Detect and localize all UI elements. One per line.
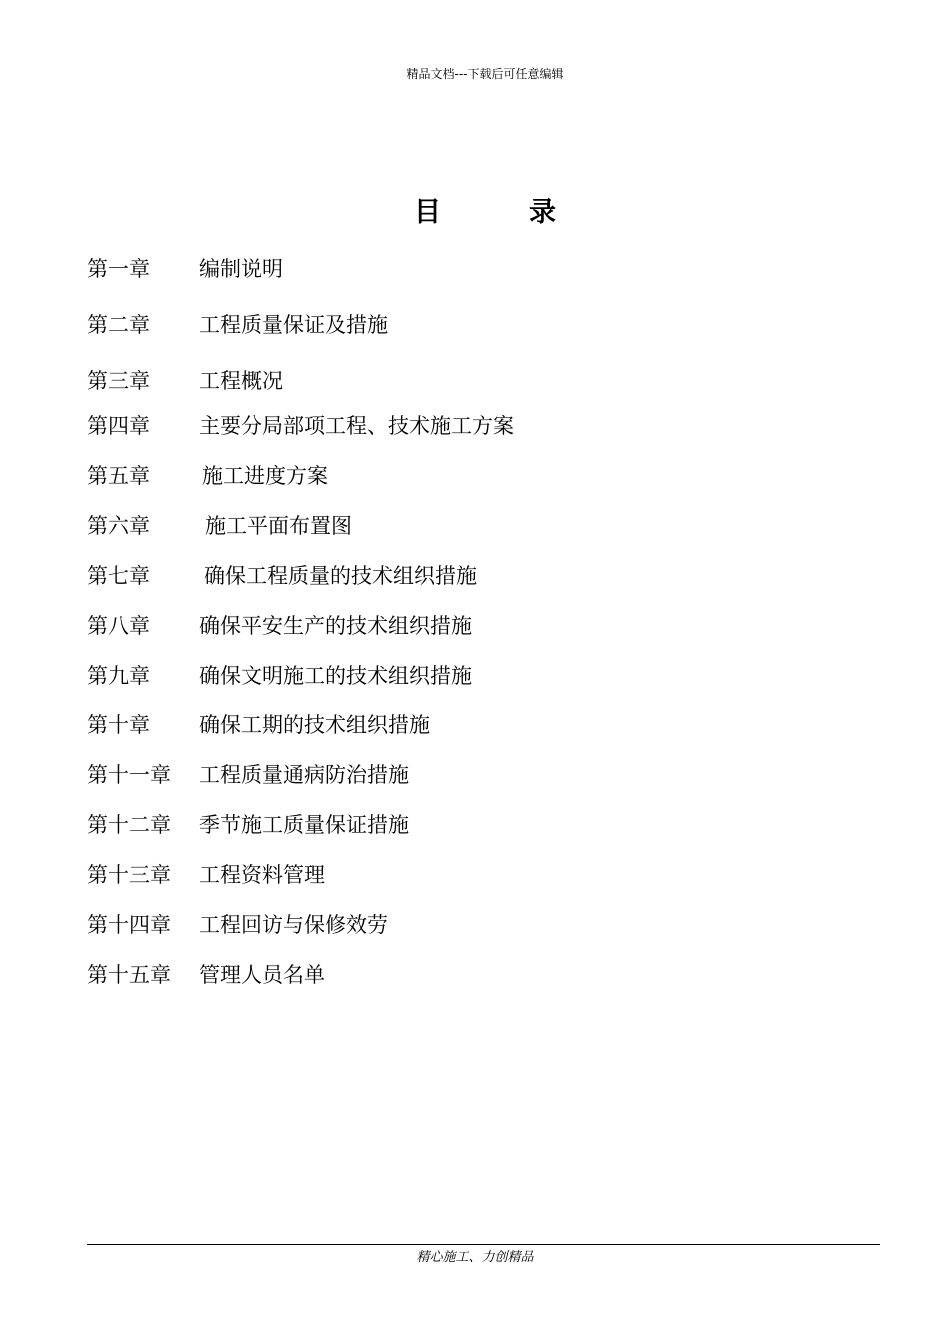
chapter-title: 季节施工质量保证措施 [199,813,409,837]
footer-rule [87,1244,880,1245]
chapter-label: 第十一章 [87,763,171,787]
page-title [0,193,950,233]
chapter-label: 第十二章 [87,813,171,837]
toc-entry [87,810,409,840]
chapter-label: 第九章 [87,664,150,688]
chapter-label: 第十四章 [87,913,171,937]
chapter-title: 确保文明施工的技术组织措施 [199,664,472,688]
page-footer: 精心施工、力创精品 [416,1250,534,1265]
chapter-title: 施工平面布置图 [205,514,352,538]
chapter-title: 确保工期的技术组织措施 [199,713,430,737]
toc-entry [87,910,388,940]
page-header: 精品文档---下载后可任意编辑 [406,67,564,81]
toc-entry [87,511,352,541]
toc-entry [87,760,409,790]
chapter-title: 施工进度方案 [202,464,328,488]
title-char-1: 目 [414,197,441,228]
toc-entry [87,461,328,491]
toc-entry [87,254,283,284]
chapter-label: 第十三章 [87,863,171,887]
chapter-title: 工程资料管理 [199,863,325,887]
chapter-title: 编制说明 [199,257,283,281]
chapter-title: 工程概况 [199,369,283,393]
chapter-title: 工程质量通病防治措施 [199,763,409,787]
chapter-label: 第三章 [87,369,150,393]
toc-entry [87,611,472,641]
chapter-label: 第十五章 [87,963,171,987]
chapter-title: 管理人员名单 [199,963,325,987]
toc-entry [87,661,472,691]
chapter-title: 工程回访与保修效劳 [199,913,388,937]
chapter-label: 第八章 [87,614,150,638]
chapter-label: 第四章 [87,414,150,438]
chapter-title: 主要分局部项工程、技术施工方案 [199,414,514,438]
toc-entry [87,960,325,990]
toc-entry [87,860,325,890]
chapter-label: 第十章 [87,713,150,737]
chapter-label: 第七章 [87,564,150,588]
chapter-label: 第二章 [87,313,150,337]
chapter-label: 第六章 [87,514,150,538]
toc-entry [87,411,514,441]
chapter-label: 第一章 [87,257,150,281]
chapter-label: 第五章 [87,464,150,488]
toc-entry [87,366,283,396]
toc-entry [87,710,430,740]
toc-entry [87,561,477,591]
chapter-title: 确保工程质量的技术组织措施 [204,564,477,588]
title-char-2: 录 [529,197,556,228]
chapter-title: 确保平安生产的技术组织措施 [199,614,472,638]
toc-entry [87,310,388,340]
chapter-title: 工程质量保证及措施 [199,313,388,337]
